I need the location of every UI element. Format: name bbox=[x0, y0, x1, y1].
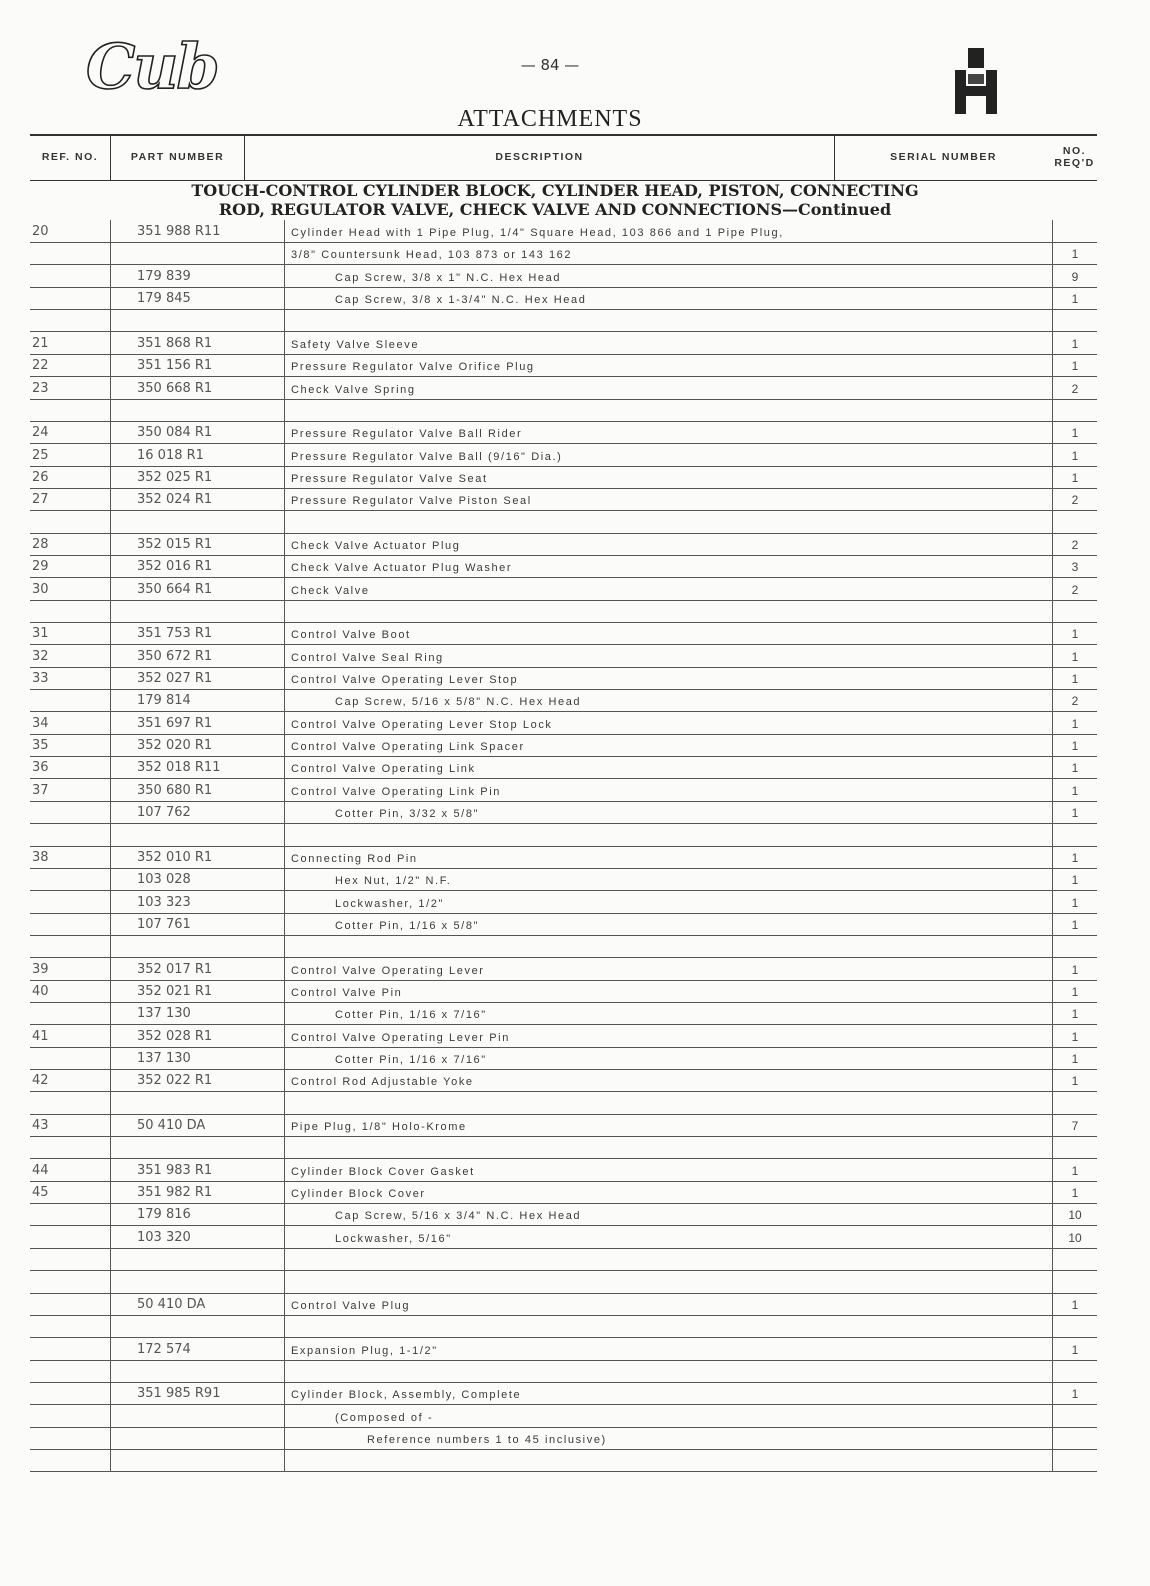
part-number-cell: 137 130 bbox=[110, 1047, 284, 1069]
description-cell: Control Valve Operating Lever Stop bbox=[284, 667, 1052, 689]
table-row bbox=[30, 1271, 1097, 1294]
table-row bbox=[30, 1181, 1097, 1204]
table-row bbox=[30, 488, 1097, 511]
qty-cell: 1 bbox=[1052, 1181, 1097, 1203]
part-number-cell: 172 574 bbox=[110, 1338, 284, 1360]
part-number-cell bbox=[110, 242, 284, 264]
table-row bbox=[30, 913, 1097, 936]
table-row bbox=[30, 332, 1097, 355]
ref-no-cell bbox=[30, 1405, 110, 1427]
part-number-cell: 352 027 R1 bbox=[110, 667, 284, 689]
table-row bbox=[30, 1382, 1097, 1405]
description-cell: Cylinder Block Cover bbox=[284, 1181, 1052, 1203]
ref-no-cell bbox=[30, 1226, 110, 1248]
table-row bbox=[30, 421, 1097, 444]
description-cell: Cylinder Block Cover Gasket bbox=[284, 1159, 1052, 1181]
qty-cell: 10 bbox=[1052, 1226, 1097, 1248]
ref-no-cell bbox=[30, 1360, 110, 1382]
page-title: ATTACHMENTS bbox=[457, 106, 643, 132]
col-ref-no: REF. NO. bbox=[41, 151, 99, 164]
part-number-cell: 351 988 R11 bbox=[110, 220, 284, 242]
table-row bbox=[30, 645, 1097, 668]
qty-cell: 2 bbox=[1052, 377, 1097, 399]
description-cell: Control Valve Operating Lever Stop Lock bbox=[284, 712, 1052, 734]
qty-cell: 2 bbox=[1052, 578, 1097, 600]
table-row bbox=[30, 1136, 1097, 1159]
qty-cell: 1 bbox=[1052, 667, 1097, 689]
description-cell: Cotter Pin, 3/32 x 5/8" bbox=[284, 801, 1052, 823]
ref-no-cell: 33 bbox=[32, 671, 49, 686]
part-number-cell: 179 816 bbox=[110, 1203, 284, 1225]
part-number-cell: 351 156 R1 bbox=[110, 354, 284, 376]
ref-no-cell: 20 bbox=[32, 224, 49, 239]
qty-cell: 9 bbox=[1052, 265, 1097, 287]
part-number-cell bbox=[110, 1360, 284, 1382]
part-number-cell: 103 323 bbox=[110, 891, 284, 913]
part-number-cell: 350 680 R1 bbox=[110, 779, 284, 801]
qty-cell: 1 bbox=[1052, 712, 1097, 734]
qty-cell bbox=[1052, 1271, 1097, 1293]
description-cell: Control Valve Operating Lever bbox=[284, 958, 1052, 980]
table-row bbox=[30, 1092, 1097, 1115]
table-row bbox=[30, 399, 1097, 422]
qty-cell bbox=[1052, 309, 1097, 331]
qty-cell: 1 bbox=[1052, 1338, 1097, 1360]
qty-cell: 1 bbox=[1052, 801, 1097, 823]
ref-no-cell bbox=[30, 600, 110, 622]
table-row bbox=[30, 689, 1097, 712]
description-cell bbox=[284, 600, 1052, 622]
description-cell: Cotter Pin, 1/16 x 7/16" bbox=[284, 1047, 1052, 1069]
qty-cell: 1 bbox=[1052, 868, 1097, 890]
qty-cell: 1 bbox=[1052, 1025, 1097, 1047]
description-cell bbox=[284, 1449, 1052, 1471]
ref-no-cell bbox=[30, 265, 110, 287]
ref-no-cell: 43 bbox=[32, 1118, 49, 1133]
qty-cell: 10 bbox=[1052, 1203, 1097, 1225]
qty-cell: 1 bbox=[1052, 1069, 1097, 1091]
description-cell: Hex Nut, 1/2" N.F. bbox=[284, 868, 1052, 890]
ref-no-cell: 44 bbox=[32, 1162, 49, 1178]
table-row bbox=[30, 779, 1097, 802]
part-number-cell: 179 814 bbox=[110, 689, 284, 711]
description-cell bbox=[284, 1136, 1052, 1158]
description-cell: Pipe Plug, 1/8" Holo-Krome bbox=[284, 1114, 1052, 1136]
col-serial-number: SERIAL NUMBER bbox=[834, 136, 1052, 180]
part-number-cell bbox=[110, 1271, 284, 1293]
qty-cell: 1 bbox=[1052, 466, 1097, 488]
part-number-cell: 351 868 R1 bbox=[110, 332, 284, 354]
qty-cell: 2 bbox=[1052, 689, 1097, 711]
table-row bbox=[30, 555, 1097, 578]
part-number-cell bbox=[110, 600, 284, 622]
table-row bbox=[30, 242, 1097, 265]
table-row bbox=[30, 309, 1097, 332]
qty-cell: 1 bbox=[1052, 913, 1097, 935]
part-number-cell bbox=[110, 1136, 284, 1158]
description-cell: Pressure Regulator Valve Piston Seal bbox=[284, 488, 1052, 510]
part-number-cell: 107 762 bbox=[110, 801, 284, 823]
table-row bbox=[30, 712, 1097, 735]
description-cell bbox=[284, 824, 1052, 846]
description-cell bbox=[284, 511, 1052, 533]
description-cell: Cylinder Head with 1 Pipe Plug, 1/4" Square Head, 103 866 and 1 Pipe Plug, bbox=[284, 220, 1052, 242]
qty-cell: 1 bbox=[1052, 421, 1097, 443]
ref-no-cell bbox=[30, 511, 110, 533]
part-number-cell: 352 028 R1 bbox=[110, 1025, 284, 1047]
description-cell: Cap Screw, 5/16 x 5/8" N.C. Hex Head bbox=[284, 689, 1052, 711]
part-number-cell: 351 982 R1 bbox=[110, 1181, 284, 1203]
part-number-cell: 103 028 bbox=[110, 868, 284, 890]
qty-cell: 1 bbox=[1052, 1047, 1097, 1069]
part-number-cell: 351 985 R91 bbox=[110, 1382, 284, 1404]
ref-no-cell: 28 bbox=[32, 536, 49, 552]
ref-no-cell: 25 bbox=[32, 447, 49, 463]
description-cell: Control Valve Plug bbox=[284, 1293, 1052, 1315]
table-row bbox=[30, 1203, 1097, 1226]
table-row bbox=[30, 1002, 1097, 1025]
description-cell: Check Valve bbox=[284, 578, 1052, 600]
part-number-cell: 350 084 R1 bbox=[110, 421, 284, 443]
ref-no-cell bbox=[30, 1248, 110, 1270]
ref-no-cell: 23 bbox=[32, 380, 49, 396]
qty-cell bbox=[1052, 824, 1097, 846]
part-number-cell: 352 024 R1 bbox=[110, 488, 284, 510]
table-row bbox=[30, 622, 1097, 645]
description-cell: Check Valve Spring bbox=[284, 377, 1052, 399]
part-number-cell bbox=[110, 1449, 284, 1471]
part-number-cell: 107 761 bbox=[110, 913, 284, 935]
description-cell bbox=[284, 1271, 1052, 1293]
table-row bbox=[30, 801, 1097, 824]
part-number-cell bbox=[110, 1092, 284, 1114]
part-number-cell: 352 017 R1 bbox=[110, 958, 284, 980]
part-number-cell bbox=[110, 824, 284, 846]
qty-cell bbox=[1052, 1449, 1097, 1471]
part-number-cell bbox=[110, 399, 284, 421]
description-cell: Check Valve Actuator Plug Washer bbox=[284, 555, 1052, 577]
ref-no-cell bbox=[30, 1092, 110, 1114]
ref-no-cell: 42 bbox=[32, 1073, 49, 1089]
table-row bbox=[30, 466, 1097, 489]
ref-no-cell bbox=[30, 1047, 110, 1069]
ref-no-cell bbox=[30, 1293, 110, 1315]
part-number-cell bbox=[110, 1248, 284, 1270]
description-cell bbox=[284, 309, 1052, 331]
part-number-cell: 352 022 R1 bbox=[110, 1069, 284, 1091]
part-number-cell: 350 672 R1 bbox=[110, 645, 284, 667]
col-qty: NO. REQ'D bbox=[1054, 145, 1095, 169]
qty-cell bbox=[1052, 1427, 1097, 1449]
ref-no-cell: 36 bbox=[32, 760, 49, 776]
table-row bbox=[30, 287, 1097, 310]
ref-no-cell: 45 bbox=[32, 1185, 49, 1201]
table-row bbox=[30, 1427, 1097, 1450]
ref-no-cell: 30 bbox=[32, 581, 49, 597]
part-number-cell: 351 753 R1 bbox=[110, 622, 284, 644]
qty-cell: 2 bbox=[1052, 488, 1097, 510]
qty-cell: 1 bbox=[1052, 242, 1097, 264]
description-cell: Control Valve Seal Ring bbox=[284, 645, 1052, 667]
ref-no-cell: 35 bbox=[32, 738, 49, 754]
table-row bbox=[30, 734, 1097, 757]
part-number-cell: 179 839 bbox=[110, 265, 284, 287]
qty-cell bbox=[1052, 1092, 1097, 1114]
table-row bbox=[30, 600, 1097, 623]
table-row bbox=[30, 377, 1097, 400]
ref-no-cell: 34 bbox=[32, 715, 49, 731]
part-number-cell: 103 320 bbox=[110, 1226, 284, 1248]
description-cell: Reference numbers 1 to 45 inclusive) bbox=[284, 1427, 1052, 1449]
description-cell: Cap Screw, 5/16 x 3/4" N.C. Hex Head bbox=[284, 1203, 1052, 1225]
ref-no-cell bbox=[30, 1002, 110, 1024]
ref-no-cell: 21 bbox=[32, 335, 49, 351]
description-cell: Control Rod Adjustable Yoke bbox=[284, 1069, 1052, 1091]
table-row bbox=[30, 1025, 1097, 1048]
description-cell bbox=[284, 1315, 1052, 1337]
ref-no-cell: 37 bbox=[32, 782, 49, 798]
qty-cell: 2 bbox=[1052, 533, 1097, 555]
page-number: — 84 — bbox=[520, 56, 580, 74]
col-description: DESCRIPTION bbox=[244, 136, 834, 180]
table-row bbox=[30, 891, 1097, 914]
description-cell: Control Valve Operating Link Spacer bbox=[284, 734, 1052, 756]
table-row bbox=[30, 1114, 1097, 1137]
qty-cell: 1 bbox=[1052, 846, 1097, 868]
ref-no-cell: 24 bbox=[32, 425, 49, 441]
description-cell: Cap Screw, 3/8 x 1" N.C. Hex Head bbox=[284, 265, 1052, 287]
part-number-cell bbox=[110, 1315, 284, 1337]
qty-cell: 1 bbox=[1052, 891, 1097, 913]
qty-cell: 1 bbox=[1052, 645, 1097, 667]
part-number-cell: 352 010 R1 bbox=[110, 846, 284, 868]
table-row bbox=[30, 1159, 1097, 1182]
qty-cell bbox=[1052, 1315, 1097, 1337]
table-row bbox=[30, 756, 1097, 779]
ref-no-cell bbox=[30, 287, 110, 309]
part-number-cell: 137 130 bbox=[110, 1002, 284, 1024]
description-cell: Safety Valve Sleeve bbox=[284, 332, 1052, 354]
qty-cell: 7 bbox=[1052, 1114, 1097, 1136]
qty-cell bbox=[1052, 1405, 1097, 1427]
description-cell: Pressure Regulator Valve Orifice Plug bbox=[284, 354, 1052, 376]
qty-cell: 1 bbox=[1052, 287, 1097, 309]
part-number-cell bbox=[110, 511, 284, 533]
part-number-cell bbox=[110, 1427, 284, 1449]
part-number-cell bbox=[110, 309, 284, 331]
description-cell: Expansion Plug, 1-1/2" bbox=[284, 1338, 1052, 1360]
table-row bbox=[30, 1069, 1097, 1092]
description-cell: Pressure Regulator Valve Ball (9/16" Dia.) bbox=[284, 444, 1052, 466]
part-number-cell: 179 845 bbox=[110, 287, 284, 309]
qty-cell: 1 bbox=[1052, 779, 1097, 801]
description-cell: Control Valve Operating Lever Pin bbox=[284, 1025, 1052, 1047]
table-row bbox=[30, 980, 1097, 1003]
cub-logo: Cub bbox=[86, 30, 218, 103]
table-row bbox=[30, 958, 1097, 981]
qty-cell bbox=[1052, 1136, 1097, 1158]
description-cell: Lockwasher, 5/16" bbox=[284, 1226, 1052, 1248]
ref-no-cell bbox=[30, 399, 110, 421]
qty-cell: 1 bbox=[1052, 1382, 1097, 1404]
ref-no-cell: 26 bbox=[32, 469, 49, 485]
qty-cell bbox=[1052, 600, 1097, 622]
ref-no-cell: 31 bbox=[32, 626, 49, 642]
qty-cell bbox=[1052, 935, 1097, 957]
ref-no-cell: 32 bbox=[32, 648, 49, 664]
ref-no-cell: 40 bbox=[32, 983, 49, 999]
part-number-cell: 352 016 R1 bbox=[110, 555, 284, 577]
table-row bbox=[30, 935, 1097, 958]
ref-no-cell bbox=[30, 1136, 110, 1158]
description-cell bbox=[284, 1092, 1052, 1114]
ref-no-cell bbox=[30, 1427, 110, 1449]
description-cell bbox=[284, 1248, 1052, 1270]
section-title-line2: ROD, REGULATOR VALVE, CHECK VALVE AND CONNECTIONS—Continued bbox=[218, 200, 892, 219]
part-number-cell: 16 018 R1 bbox=[110, 444, 284, 466]
qty-cell: 1 bbox=[1052, 354, 1097, 376]
description-cell: Lockwasher, 1/2" bbox=[284, 891, 1052, 913]
table-row bbox=[30, 444, 1097, 467]
table-row bbox=[30, 1226, 1097, 1249]
table-row bbox=[30, 824, 1097, 847]
description-cell bbox=[284, 399, 1052, 421]
qty-cell: 1 bbox=[1052, 332, 1097, 354]
ref-no-cell bbox=[30, 913, 110, 935]
table-row bbox=[30, 1360, 1097, 1383]
table-row bbox=[30, 1315, 1097, 1338]
ref-no-cell: 27 bbox=[32, 492, 49, 508]
table-row bbox=[30, 1248, 1097, 1271]
ref-no-cell: 38 bbox=[32, 849, 49, 865]
part-number-cell: 352 025 R1 bbox=[110, 466, 284, 488]
table-row bbox=[30, 578, 1097, 601]
qty-cell: 1 bbox=[1052, 1293, 1097, 1315]
part-number-cell bbox=[110, 1405, 284, 1427]
table-row bbox=[30, 1293, 1097, 1316]
qty-cell: 1 bbox=[1052, 980, 1097, 1002]
qty-cell bbox=[1052, 220, 1097, 242]
description-cell: Cotter Pin, 1/16 x 5/8" bbox=[284, 913, 1052, 935]
table-row bbox=[30, 511, 1097, 534]
ref-no-cell bbox=[30, 868, 110, 890]
qty-cell bbox=[1052, 511, 1097, 533]
qty-cell: 1 bbox=[1052, 1002, 1097, 1024]
part-number-cell: 352 018 R11 bbox=[110, 756, 284, 778]
table-row bbox=[30, 265, 1097, 288]
ref-no-cell bbox=[30, 309, 110, 331]
table-row bbox=[30, 1449, 1097, 1472]
part-number-cell: 352 021 R1 bbox=[110, 980, 284, 1002]
ref-no-cell bbox=[30, 1449, 110, 1471]
table-row bbox=[30, 1405, 1097, 1428]
description-cell bbox=[284, 1360, 1052, 1382]
qty-cell bbox=[1052, 1248, 1097, 1270]
description-cell: Cylinder Block, Assembly, Complete bbox=[284, 1382, 1052, 1404]
part-number-cell: 350 668 R1 bbox=[110, 377, 284, 399]
table-row bbox=[30, 868, 1097, 891]
description-cell: Control Valve Operating Link bbox=[284, 756, 1052, 778]
part-number-cell: 350 664 R1 bbox=[110, 578, 284, 600]
ref-no-cell bbox=[30, 891, 110, 913]
section-title-line1: TOUCH-CONTROL CYLINDER BLOCK, CYLINDER HEAD, PISTON, CONNECTING bbox=[191, 181, 919, 200]
description-cell: Cap Screw, 3/8 x 1-3/4" N.C. Hex Head bbox=[284, 287, 1052, 309]
part-number-cell: 352 015 R1 bbox=[110, 533, 284, 555]
ref-no-cell bbox=[30, 824, 110, 846]
qty-cell bbox=[1052, 399, 1097, 421]
qty-cell: 1 bbox=[1052, 444, 1097, 466]
ref-no-cell bbox=[30, 1382, 110, 1404]
table-row bbox=[30, 533, 1097, 556]
table-row bbox=[30, 220, 1097, 243]
qty-cell: 3 bbox=[1052, 555, 1097, 577]
table-row bbox=[30, 667, 1097, 690]
ref-no-cell bbox=[30, 1271, 110, 1293]
qty-cell: 1 bbox=[1052, 622, 1097, 644]
description-cell: Cotter Pin, 1/16 x 7/16" bbox=[284, 1002, 1052, 1024]
part-number-cell bbox=[110, 935, 284, 957]
ref-no-cell bbox=[30, 242, 110, 264]
part-number-cell: 352 020 R1 bbox=[110, 734, 284, 756]
ref-no-cell: 29 bbox=[32, 559, 49, 575]
description-cell: Control Valve Boot bbox=[284, 622, 1052, 644]
ref-no-cell: 41 bbox=[32, 1028, 49, 1044]
description-cell: Control Valve Pin bbox=[284, 980, 1052, 1002]
qty-cell: 1 bbox=[1052, 958, 1097, 980]
ref-no-cell bbox=[30, 1338, 110, 1360]
description-cell: Control Valve Operating Link Pin bbox=[284, 779, 1052, 801]
description-cell: Check Valve Actuator Plug bbox=[284, 533, 1052, 555]
ref-no-cell bbox=[30, 689, 110, 711]
part-number-cell: 351 983 R1 bbox=[110, 1159, 284, 1181]
ref-no-cell bbox=[30, 935, 110, 957]
ref-no-cell bbox=[30, 801, 110, 823]
ref-no-cell bbox=[30, 1315, 110, 1337]
description-cell: Pressure Regulator Valve Ball Rider bbox=[284, 421, 1052, 443]
description-cell: (Composed of - bbox=[284, 1405, 1052, 1427]
ref-no-cell bbox=[30, 1203, 110, 1225]
description-cell: Pressure Regulator Valve Seat bbox=[284, 466, 1052, 488]
part-number-cell: 50 410 DA bbox=[110, 1114, 284, 1136]
description-cell: Connecting Rod Pin bbox=[284, 846, 1052, 868]
ref-no-cell: 22 bbox=[32, 358, 49, 374]
col-part-number: PART NUMBER bbox=[110, 136, 244, 180]
description-cell bbox=[284, 935, 1052, 957]
table-row bbox=[30, 846, 1097, 869]
part-number-cell: 50 410 DA bbox=[110, 1293, 284, 1315]
part-number-cell: 351 697 R1 bbox=[110, 712, 284, 734]
table-row bbox=[30, 354, 1097, 377]
table-row bbox=[30, 1047, 1097, 1070]
table-row bbox=[30, 1338, 1097, 1361]
ref-no-cell: 39 bbox=[32, 961, 49, 977]
qty-cell bbox=[1052, 1360, 1097, 1382]
qty-cell: 1 bbox=[1052, 756, 1097, 778]
qty-cell: 1 bbox=[1052, 734, 1097, 756]
description-cell: 3/8" Countersunk Head, 103 873 or 143 162 bbox=[284, 242, 1052, 264]
qty-cell: 1 bbox=[1052, 1159, 1097, 1181]
